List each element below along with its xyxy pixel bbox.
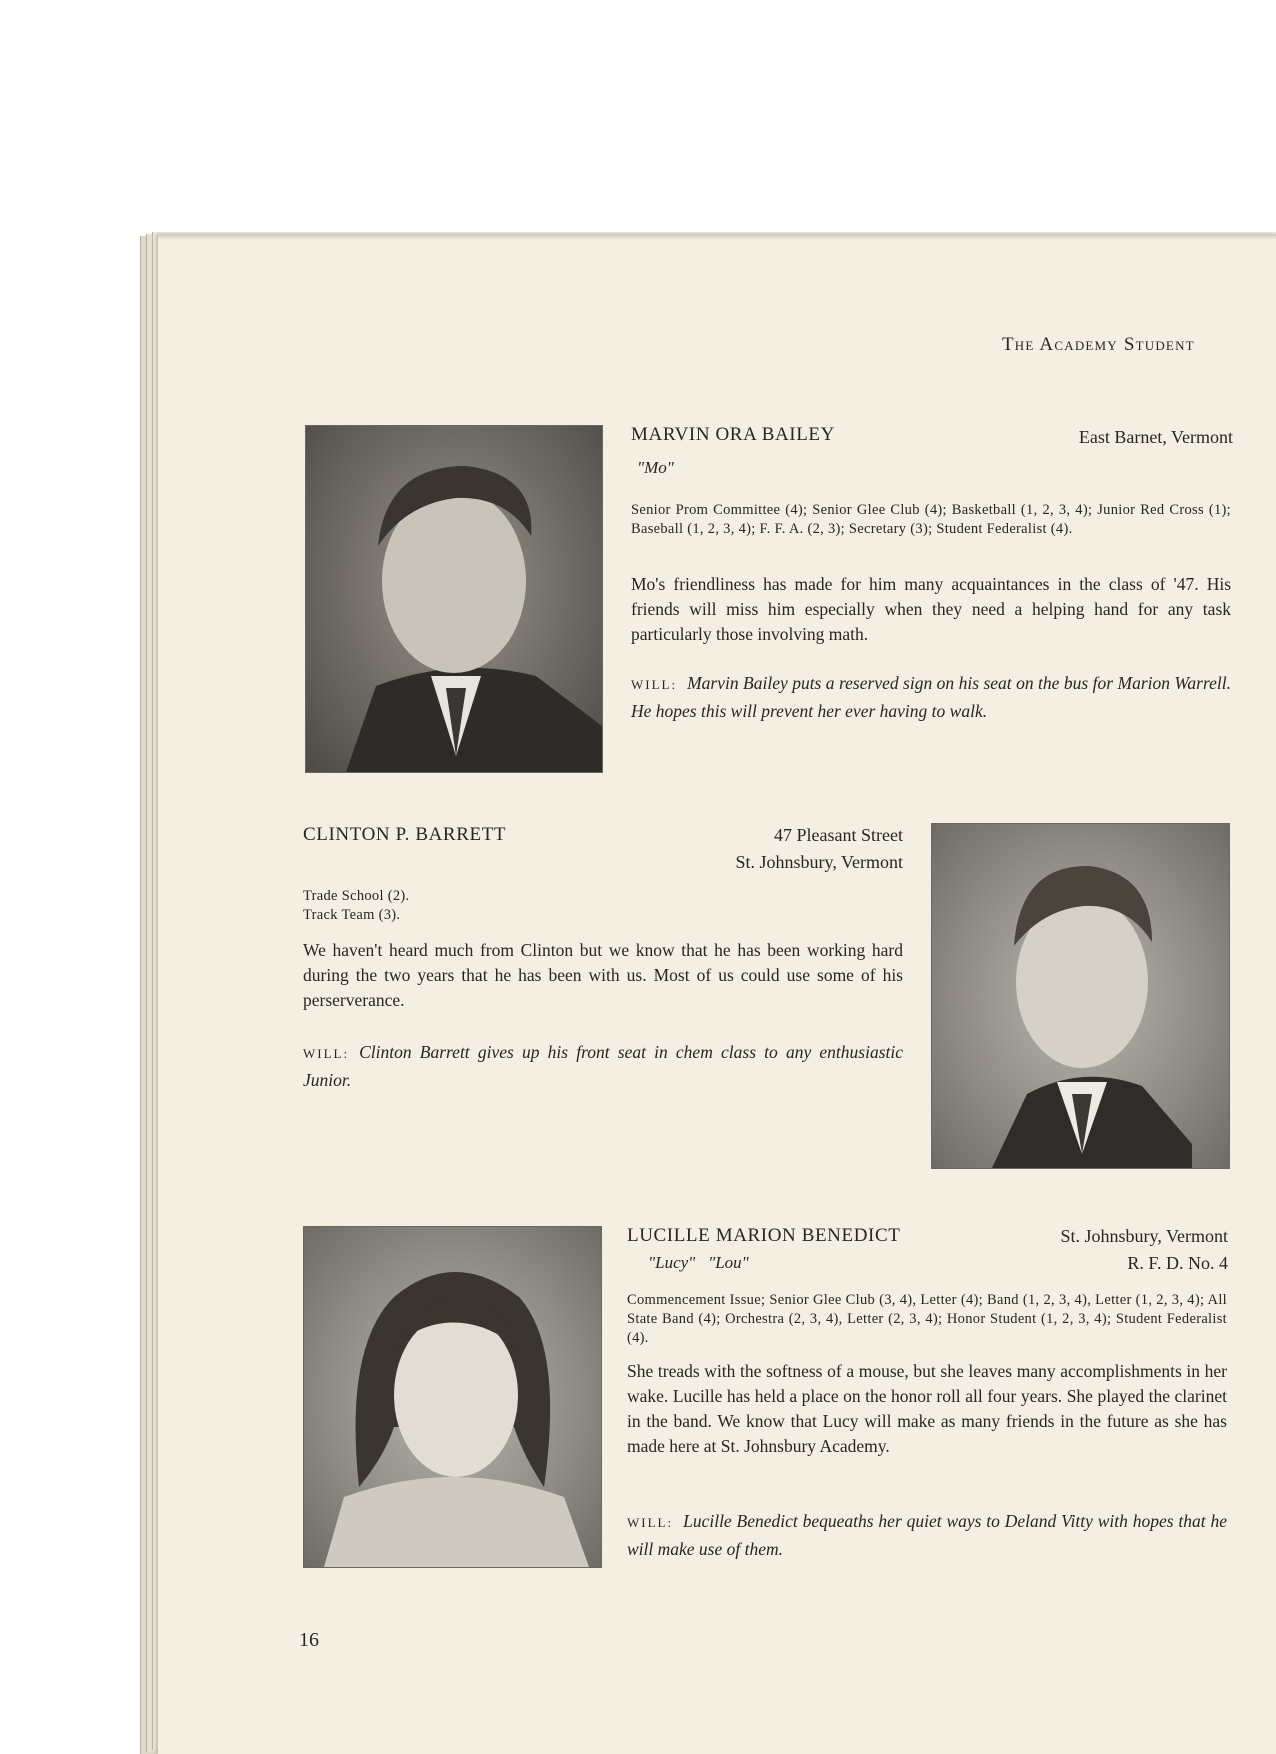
address-line: R. F. D. No. 4 [1127,1253,1228,1273]
student-will [627,1508,1227,1563]
will-label: WILL: [627,1515,674,1530]
will-text: Marvin Bailey puts a reserved sign on his seat on the bus for Marion Warrell. He hopes this will prevent her ever having to walk. [631,673,1231,721]
student-address [735,822,903,876]
will-label: WILL: [303,1046,350,1061]
activity-line: Trade School (2). [303,888,410,904]
address-line: St. Johnsbury, Vermont [735,852,903,872]
student-nickname: "Lucy" "Lou" [648,1253,749,1272]
student-name: MARVIN ORA BAILEY [631,424,835,445]
student-activities: Senior Prom Committee (4); Senior Glee Club (4); Basketball (1, 2, 3, 4); Junior Red Cross (1); Baseball (1, 2, 3, 4); F. F. A. (2, 3); Secretary (3); Student Federalist (4). [631,502,1231,537]
student-name: CLINTON P. BARRETT [303,824,507,845]
student-portrait-bailey [305,425,603,773]
will-label: WILL: [631,677,678,692]
activity-line: Track Team (3). [303,907,401,923]
address-line: 47 Pleasant Street [774,825,903,845]
address-line: St. Johnsbury, Vermont [1060,1226,1228,1246]
page-number: 16 [299,1629,319,1651]
student-activities [303,887,603,925]
student-will [303,1039,903,1094]
student-bio: Mo's friendliness has made for him many acquaintances in the class of '47. His friends will miss him especially when they need a helping hand for any task particularly those involving math. [631,574,1231,644]
student-activities: Commencement Issue; Senior Glee Club (3, 4), Letter (4); Band (1, 2, 3, 4), Letter (1, 2, 3, 4); All State Band (4); Orchestra (2, 3, 4), Letter (2, 3, 4); Honor Student (1, 2, 3, 4); Student Federalist (4). [627,1292,1227,1346]
student-portrait-benedict [303,1226,602,1568]
student-bio: She treads with the softness of a mouse, but she leaves many accomplishments in her wake. Lucille has held a place on the honor roll all four years. She played the clarinet in the band. We know that Lucy will make as many friends in the future as she has made here at St. Johnsbury Academy. [627,1361,1227,1456]
student-address: East Barnet, Vermont [1078,427,1233,447]
student-nickname: "Mo" [637,458,674,477]
student-will [631,670,1231,725]
running-head: The Academy Student [1002,334,1195,355]
student-portrait-barrett [931,823,1230,1169]
will-text: Clinton Barrett gives up his front seat in chem class to any enthusiastic Junior. [303,1042,903,1090]
student-address [1060,1223,1228,1277]
student-name: LUCILLE MARION BENEDICT [627,1225,901,1246]
student-bio: We haven't heard much from Clinton but we know that he has been working hard during the two years that he has been with us. Most of us could use some of his perserverance. [303,940,903,1010]
will-text: Lucille Benedict bequeaths her quiet ways to Deland Vitty with hopes that he will make use of them. [627,1511,1227,1559]
